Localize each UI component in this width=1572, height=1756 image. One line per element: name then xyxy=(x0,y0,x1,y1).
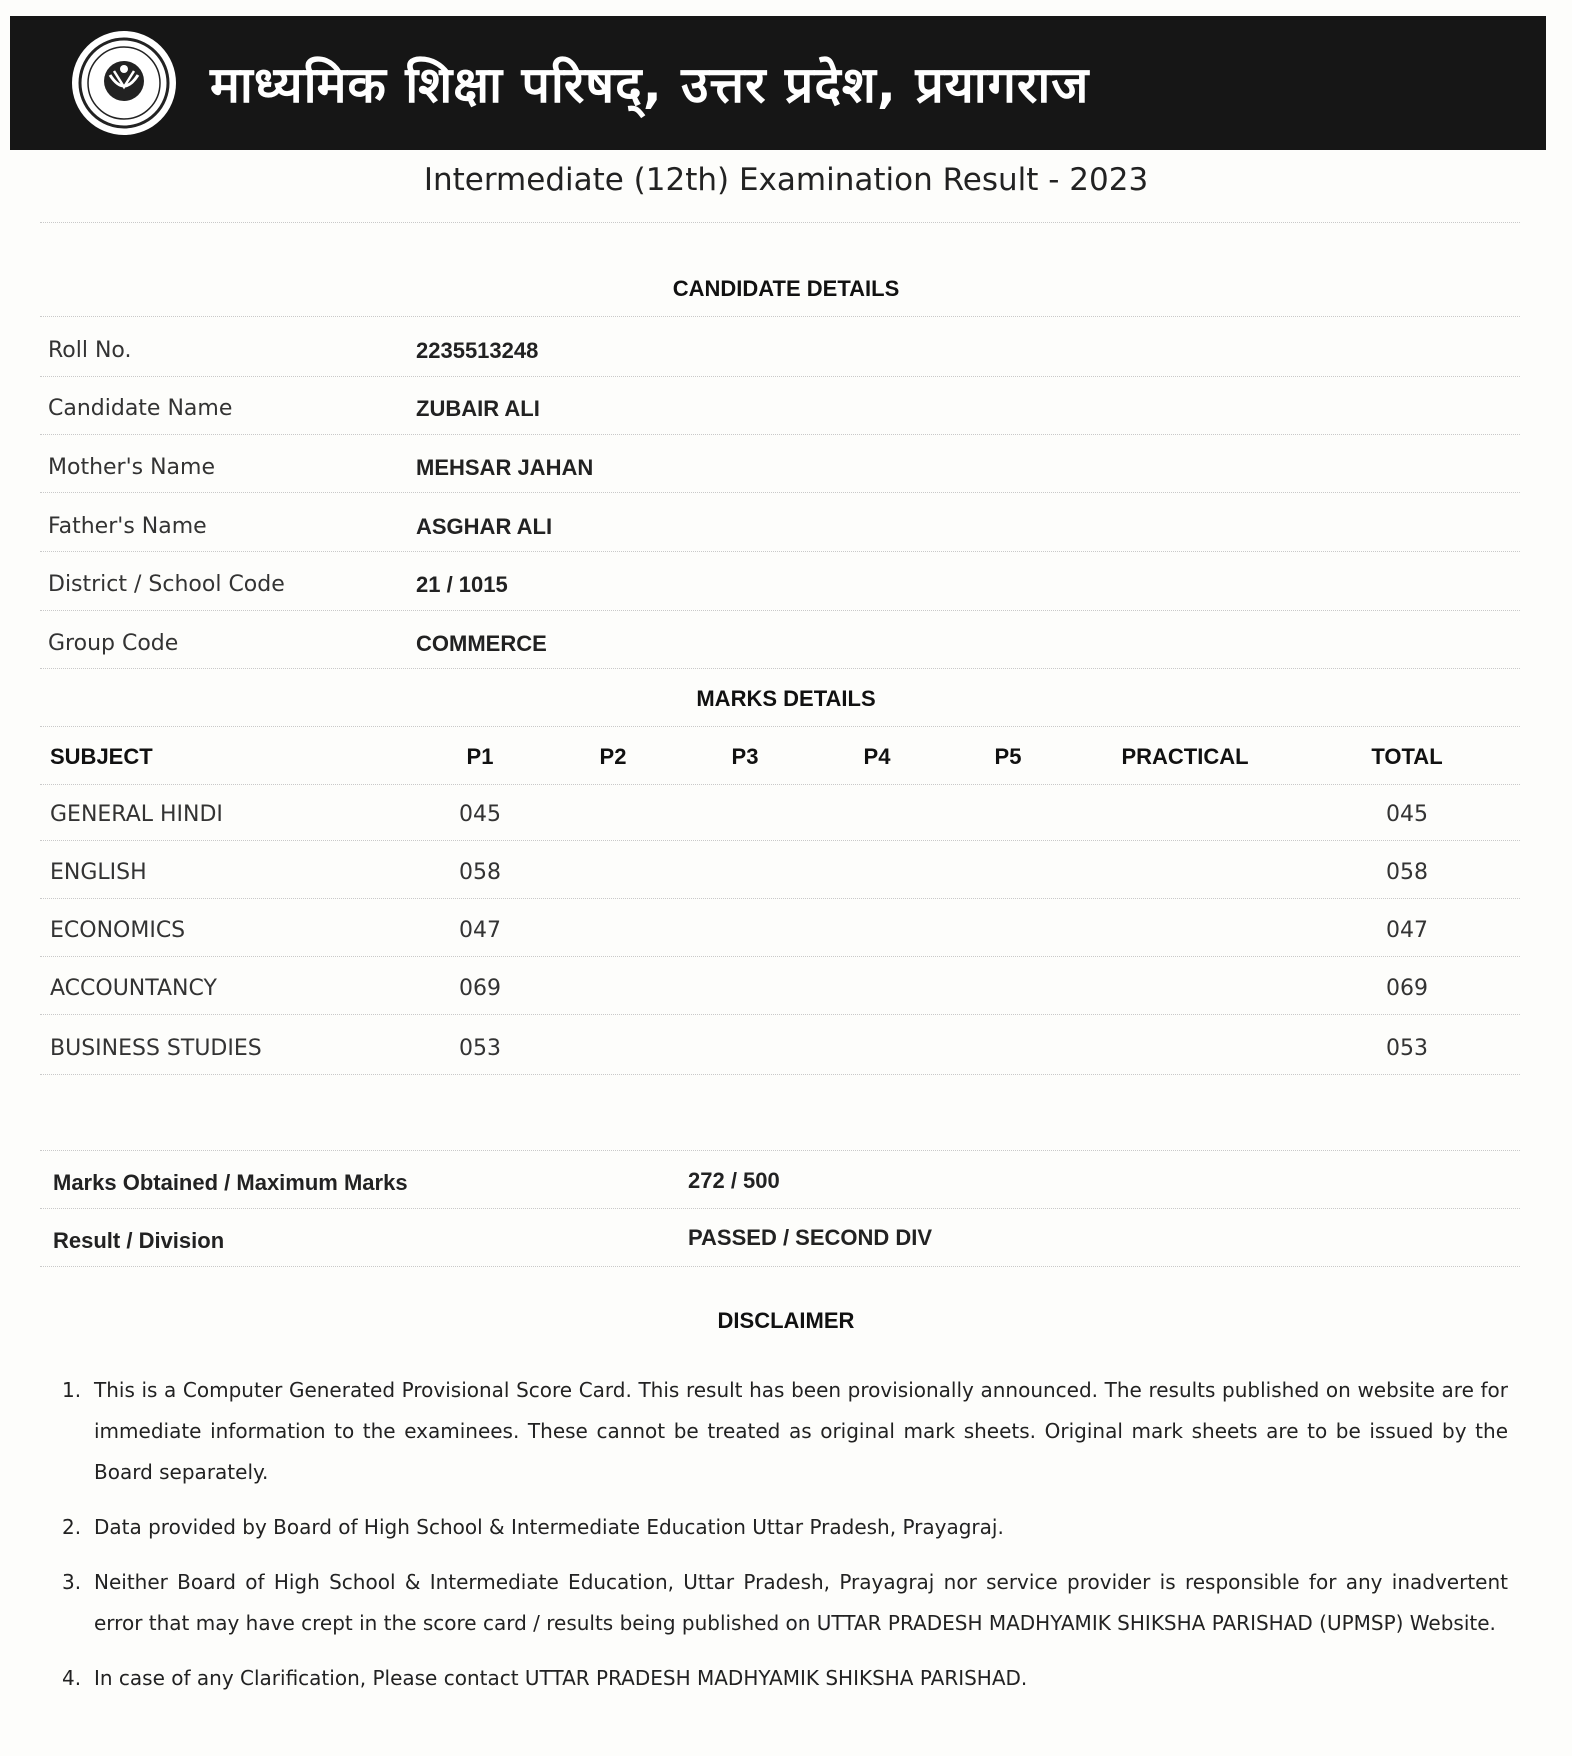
divider xyxy=(40,1208,1520,1209)
marks-table-header xyxy=(0,744,1572,784)
divider xyxy=(40,726,1520,727)
divider xyxy=(40,376,1520,377)
result-division-value: PASSED / SECOND DIV xyxy=(688,1225,933,1250)
divider xyxy=(40,956,1520,957)
divider xyxy=(40,668,1520,669)
divider xyxy=(40,316,1520,317)
divider xyxy=(40,434,1520,435)
mother-name-value: MEHSAR JAHAN xyxy=(416,455,594,480)
district-school-code-row xyxy=(0,572,1572,612)
subject-column-header: SUBJECT xyxy=(50,744,153,769)
total-marks: 047 xyxy=(1386,918,1428,943)
p5-column-header: P5 xyxy=(994,744,1022,769)
p1-marks: 069 xyxy=(459,976,501,1001)
father-name-label: Father's Name xyxy=(48,514,207,539)
disclaimer-item xyxy=(62,1370,1508,1493)
subject-name: BUSINESS STUDIES xyxy=(50,1036,262,1061)
roll-number-label: Roll No. xyxy=(48,338,132,363)
district-school-code-value: 21 / 1015 xyxy=(416,572,508,597)
disclaimer-heading: DISCLAIMER xyxy=(717,1308,855,1333)
disclaimer-text: Neither Board of High School & Intermediate Education, Uttar Pradesh, Prayagraj nor service provider is responsible for any inadvertent error that may have crept in the score card / results being published on UTTAR PRADESH MADHYAMIK SHIKSHA PARISHAD (UPMSP) Website. xyxy=(94,1570,1508,1635)
p1-marks: 058 xyxy=(459,860,501,885)
disclaimer-item xyxy=(62,1562,1508,1644)
candidate-name-value: ZUBAIR ALI xyxy=(416,396,540,421)
district-school-code-label: District / School Code xyxy=(48,572,285,597)
divider xyxy=(40,610,1520,611)
subject-name: ECONOMICS xyxy=(50,918,186,943)
marks-details-heading: MARKS DETAILS xyxy=(696,686,876,711)
p4-column-header: P4 xyxy=(863,744,891,769)
father-name-row xyxy=(0,514,1572,554)
board-name: माध्यमिक शिक्षा परिषद्, उत्तर प्रदेश, प्रयागराज xyxy=(210,56,1090,114)
disclaimer-number: 2. xyxy=(62,1515,82,1539)
group-code-value: COMMERCE xyxy=(416,631,547,656)
total-marks: 053 xyxy=(1386,1036,1428,1061)
table-row xyxy=(0,860,1572,900)
candidate-details-heading: CANDIDATE DETAILS xyxy=(672,276,900,301)
total-marks: 045 xyxy=(1386,802,1428,827)
result-division-label: Result / Division xyxy=(53,1228,225,1253)
candidate-name-label: Candidate Name xyxy=(48,396,233,421)
disclaimer-item xyxy=(62,1507,1508,1548)
up-government-seal-icon xyxy=(72,31,176,135)
divider xyxy=(40,1014,1520,1015)
page-title: Intermediate (12th) Examination Result - 2023 xyxy=(423,162,1149,198)
disclaimer-text: This is a Computer Generated Provisional Score Card. This result has been provisionally announced. The results published on website are for immediate information to the examinees. These cannot be treated as original mark sheets. Original mark sheets are to be issued by the Board separately. xyxy=(94,1378,1508,1484)
group-code-label: Group Code xyxy=(48,631,179,656)
disclaimer-number: 1. xyxy=(62,1378,82,1402)
divider xyxy=(40,898,1520,899)
disclaimer-list xyxy=(62,1370,1508,1713)
mother-name-row xyxy=(0,455,1572,495)
total-marks: 069 xyxy=(1386,976,1428,1001)
divider xyxy=(40,551,1520,552)
disclaimer-number: 4. xyxy=(62,1666,82,1690)
marks-obtained-value: 272 / 500 xyxy=(688,1168,780,1193)
total-marks: 058 xyxy=(1386,860,1428,885)
group-code-row xyxy=(0,631,1572,671)
roll-number-row xyxy=(0,338,1572,378)
p1-column-header: P1 xyxy=(466,744,494,769)
divider xyxy=(40,784,1520,785)
divider xyxy=(40,1266,1520,1267)
divider xyxy=(40,1150,1520,1151)
table-row xyxy=(0,802,1572,842)
p1-marks: 053 xyxy=(459,1036,501,1061)
p1-marks: 045 xyxy=(459,802,501,827)
candidate-name-row xyxy=(0,396,1572,436)
father-name-value: ASGHAR ALI xyxy=(416,514,553,539)
header-banner xyxy=(10,16,1546,150)
divider xyxy=(40,1074,1520,1075)
marks-obtained-label: Marks Obtained / Maximum Marks xyxy=(53,1170,408,1195)
disclaimer-item xyxy=(62,1658,1508,1699)
mother-name-label: Mother's Name xyxy=(48,455,215,480)
total-column-header: TOTAL xyxy=(1371,744,1443,769)
disclaimer-text: Data provided by Board of High School & Intermediate Education Uttar Pradesh, Prayagraj. xyxy=(94,1515,1004,1539)
table-row xyxy=(0,918,1572,958)
p1-marks: 047 xyxy=(459,918,501,943)
disclaimer-text: In case of any Clarification, Please contact UTTAR PRADESH MADHYAMIK SHIKSHA PARISHAD. xyxy=(94,1666,1028,1690)
divider xyxy=(40,840,1520,841)
disclaimer-number: 3. xyxy=(62,1570,82,1594)
divider xyxy=(40,222,1520,223)
subject-name: GENERAL HINDI xyxy=(50,802,223,827)
practical-column-header: PRACTICAL xyxy=(1121,744,1249,769)
subject-name: ENGLISH xyxy=(50,860,147,885)
table-row xyxy=(0,1036,1572,1076)
p3-column-header: P3 xyxy=(731,744,759,769)
p2-column-header: P2 xyxy=(599,744,627,769)
divider xyxy=(40,492,1520,493)
table-row xyxy=(0,976,1572,1016)
roll-number-value: 2235513248 xyxy=(416,338,539,363)
subject-name: ACCOUNTANCY xyxy=(50,976,217,1001)
